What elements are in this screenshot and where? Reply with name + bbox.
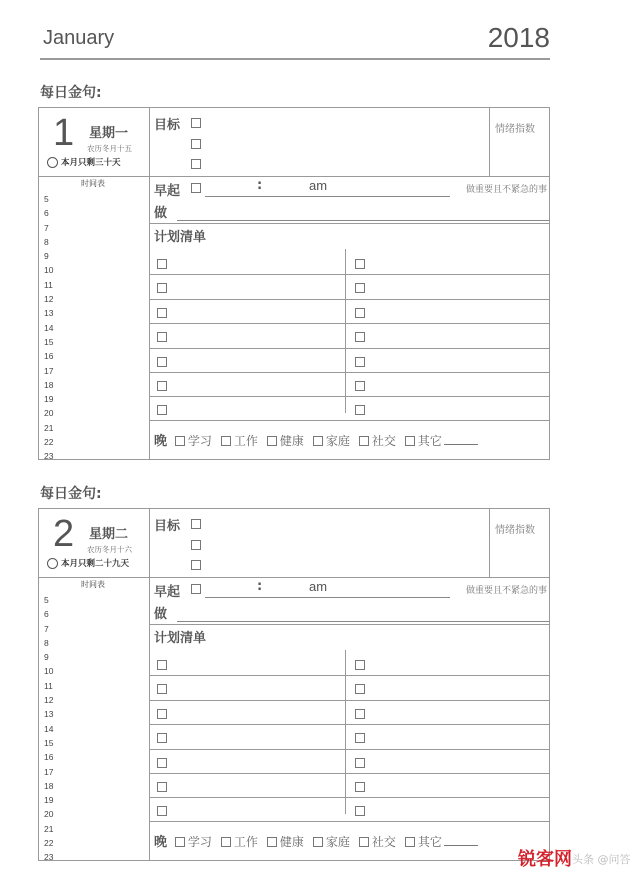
evening-item[interactable] bbox=[359, 434, 396, 448]
hour-label: 14 bbox=[44, 322, 54, 333]
plan-checkbox[interactable] bbox=[355, 332, 365, 342]
evening-item[interactable] bbox=[267, 835, 304, 849]
evening-item[interactable] bbox=[267, 434, 304, 448]
evening-item[interactable] bbox=[221, 434, 258, 448]
evening-items bbox=[175, 835, 487, 849]
schedule-column bbox=[39, 108, 150, 462]
hour-label: 10 bbox=[44, 265, 54, 276]
hour-label: 14 bbox=[44, 723, 54, 734]
plan-checkbox[interactable] bbox=[355, 357, 365, 367]
important-note: 做重要且不紧急的事 bbox=[465, 185, 547, 195]
mood-section bbox=[489, 108, 549, 177]
row-divider bbox=[149, 675, 549, 676]
other-blank-line[interactable] bbox=[444, 845, 478, 846]
hour-label: 20 bbox=[44, 408, 54, 419]
row-divider bbox=[149, 348, 549, 349]
hour-label: 19 bbox=[44, 795, 54, 806]
hour-label: 16 bbox=[44, 351, 54, 362]
wake-label: 早起 bbox=[154, 585, 181, 600]
plan-checkbox[interactable] bbox=[157, 405, 167, 415]
plan-checkbox[interactable] bbox=[157, 758, 167, 768]
hour-label: 10 bbox=[44, 666, 54, 677]
other-blank-line[interactable] bbox=[444, 444, 478, 445]
evening-checkbox[interactable] bbox=[267, 837, 277, 847]
evening-item-label: 工作 bbox=[233, 835, 258, 849]
hour-label: 17 bbox=[44, 766, 54, 777]
hour-label: 5 bbox=[44, 595, 49, 605]
evening-item[interactable] bbox=[405, 835, 478, 849]
evening-checkbox[interactable] bbox=[359, 837, 369, 847]
evening-item[interactable] bbox=[221, 835, 258, 849]
time-colon: : bbox=[257, 579, 263, 594]
divider bbox=[149, 223, 549, 224]
plan-checkbox[interactable] bbox=[157, 806, 167, 816]
date-block bbox=[39, 509, 149, 578]
plan-label: 计划清单 bbox=[154, 631, 207, 646]
clock-icon bbox=[47, 558, 58, 569]
evening-item-label: 家庭 bbox=[325, 835, 350, 849]
plan-checkbox[interactable] bbox=[355, 405, 365, 415]
evening-item-label: 健康 bbox=[279, 434, 304, 448]
evening-item-label: 其它 bbox=[417, 835, 442, 849]
evening-checkbox[interactable] bbox=[175, 436, 185, 446]
plan-checkbox[interactable] bbox=[355, 259, 365, 269]
hour-label: 12 bbox=[44, 695, 54, 706]
weekday-label: 星期二 bbox=[89, 527, 129, 542]
divider bbox=[149, 624, 549, 625]
hour-label: 17 bbox=[44, 365, 54, 376]
plan-checkbox[interactable] bbox=[355, 660, 365, 670]
goal-label: 目标 bbox=[154, 519, 181, 534]
hour-label: 23 bbox=[44, 852, 54, 863]
clock-icon bbox=[47, 157, 58, 168]
evening-item[interactable] bbox=[313, 835, 350, 849]
plan-checkbox[interactable] bbox=[355, 733, 365, 743]
plan-checkbox[interactable] bbox=[355, 381, 365, 391]
hour-label: 15 bbox=[44, 336, 54, 347]
time-colon: : bbox=[257, 178, 263, 193]
goal-label: 目标 bbox=[154, 118, 181, 133]
evening-checkbox[interactable] bbox=[221, 436, 231, 446]
daily-quote-label: 每日金句: bbox=[40, 85, 102, 101]
hour-label: 9 bbox=[44, 652, 49, 663]
hour-label: 9 bbox=[44, 251, 49, 262]
row-divider bbox=[149, 749, 549, 750]
plan-checkbox[interactable] bbox=[355, 782, 365, 792]
evening-item[interactable] bbox=[313, 434, 350, 448]
daily-quote-label: 每日金句: bbox=[40, 486, 102, 502]
plan-checkbox[interactable] bbox=[157, 357, 167, 367]
mood-label: 情绪指数 bbox=[495, 124, 535, 135]
am-label: am bbox=[309, 579, 328, 594]
row-divider bbox=[149, 396, 549, 397]
evening-checkbox[interactable] bbox=[175, 837, 185, 847]
hour-label: 19 bbox=[44, 394, 54, 405]
plan-checkbox[interactable] bbox=[355, 758, 365, 768]
goal-checkbox[interactable] bbox=[191, 159, 201, 169]
plan-checkbox[interactable] bbox=[157, 782, 167, 792]
divider bbox=[149, 577, 549, 578]
evening-item-label: 其它 bbox=[417, 434, 442, 448]
plan-checkbox[interactable] bbox=[355, 308, 365, 318]
hour-label: 15 bbox=[44, 737, 54, 748]
month-label: January bbox=[43, 27, 115, 49]
do-line[interactable] bbox=[177, 621, 549, 622]
plan-checkbox[interactable] bbox=[157, 332, 167, 342]
hour-label: 8 bbox=[44, 236, 49, 247]
hour-label: 23 bbox=[44, 451, 54, 462]
plan-checkbox[interactable] bbox=[157, 308, 167, 318]
hour-label: 22 bbox=[44, 437, 54, 448]
schedule-column bbox=[39, 509, 150, 863]
plan-checkbox[interactable] bbox=[355, 684, 365, 694]
evening-checkbox[interactable] bbox=[221, 837, 231, 847]
evening-label: 晚 bbox=[154, 434, 168, 449]
evening-item-label: 健康 bbox=[279, 835, 304, 849]
days-remaining-text: 本月只剩二十九天 bbox=[61, 559, 130, 569]
schedule-title: 时间表 bbox=[81, 580, 105, 589]
hour-label: 22 bbox=[44, 838, 54, 849]
hour-label: 18 bbox=[44, 379, 54, 390]
plan-checkbox[interactable] bbox=[157, 381, 167, 391]
am-label: am bbox=[309, 178, 328, 193]
evening-checkbox[interactable] bbox=[405, 436, 415, 446]
divider bbox=[149, 176, 549, 177]
evening-item[interactable] bbox=[405, 434, 478, 448]
plan-checkbox[interactable] bbox=[355, 806, 365, 816]
lunar-date: 农历冬月十五 bbox=[87, 144, 132, 153]
goal-checkbox[interactable] bbox=[191, 540, 201, 550]
row-divider bbox=[149, 420, 549, 421]
evening-item-label: 社交 bbox=[371, 434, 396, 448]
hour-label: 21 bbox=[44, 823, 54, 834]
year-label: 2018 bbox=[487, 22, 550, 53]
wake-checkbox[interactable] bbox=[191, 183, 201, 193]
goal-checkbox[interactable] bbox=[191, 139, 201, 149]
do-label: 做 bbox=[154, 206, 168, 221]
day-number: 1 bbox=[53, 112, 75, 154]
evening-row bbox=[154, 831, 487, 850]
goal-section bbox=[149, 509, 489, 578]
do-label: 做 bbox=[154, 607, 168, 622]
row-divider bbox=[149, 274, 549, 275]
hour-label: 11 bbox=[44, 279, 53, 290]
plan-checkbox[interactable] bbox=[355, 709, 365, 719]
plan-checkbox[interactable] bbox=[157, 733, 167, 743]
goal-checkbox[interactable] bbox=[191, 519, 201, 529]
hour-label: 13 bbox=[44, 709, 54, 720]
watermark-sub: 头条 @问答 bbox=[572, 853, 631, 866]
evening-item[interactable] bbox=[175, 835, 212, 849]
plan-checkbox[interactable] bbox=[157, 684, 167, 694]
hour-label: 20 bbox=[44, 809, 54, 820]
hour-label: 6 bbox=[44, 609, 49, 620]
important-note: 做重要且不紧急的事 bbox=[465, 586, 547, 596]
hour-label: 21 bbox=[44, 422, 54, 433]
wake-checkbox[interactable] bbox=[191, 584, 201, 594]
hour-label: 5 bbox=[44, 194, 49, 204]
lunar-date: 农历冬月十六 bbox=[87, 545, 132, 554]
evening-item-label: 学习 bbox=[187, 835, 212, 849]
row-divider bbox=[149, 323, 549, 324]
evening-items bbox=[175, 434, 487, 448]
plan-checkbox[interactable] bbox=[157, 259, 167, 269]
date-block bbox=[39, 108, 149, 177]
day-card bbox=[38, 107, 550, 460]
days-remaining bbox=[47, 156, 121, 168]
evening-item-label: 社交 bbox=[371, 835, 396, 849]
hour-label: 11 bbox=[44, 680, 53, 691]
wake-label: 早起 bbox=[154, 184, 181, 199]
days-remaining bbox=[47, 557, 129, 569]
goal-checkbox[interactable] bbox=[191, 118, 201, 128]
goal-section bbox=[149, 108, 489, 177]
page-header bbox=[40, 22, 550, 60]
evening-checkbox[interactable] bbox=[313, 837, 323, 847]
evening-checkbox[interactable] bbox=[405, 837, 415, 847]
evening-checkbox[interactable] bbox=[267, 436, 277, 446]
hour-list bbox=[44, 593, 53, 865]
evening-item-label: 学习 bbox=[187, 434, 212, 448]
hour-list bbox=[44, 192, 53, 464]
row-divider bbox=[149, 724, 549, 725]
row-divider bbox=[149, 372, 549, 373]
day-card bbox=[38, 508, 550, 861]
mood-label: 情绪指数 bbox=[495, 525, 535, 536]
plan-checkbox[interactable] bbox=[157, 660, 167, 670]
plan-checkbox[interactable] bbox=[157, 283, 167, 293]
row-divider bbox=[149, 700, 549, 701]
wake-time-line[interactable] bbox=[205, 196, 450, 197]
evening-row bbox=[154, 430, 487, 449]
hour-label: 8 bbox=[44, 637, 49, 648]
evening-item-label: 工作 bbox=[233, 434, 258, 448]
evening-checkbox[interactable] bbox=[313, 436, 323, 446]
row-divider bbox=[149, 797, 549, 798]
goal-checkbox[interactable] bbox=[191, 560, 201, 570]
hour-label: 12 bbox=[44, 294, 54, 305]
schedule-title: 时间表 bbox=[81, 179, 105, 188]
hour-label: 7 bbox=[44, 623, 49, 634]
hour-label: 13 bbox=[44, 308, 54, 319]
row-divider bbox=[149, 299, 549, 300]
evening-item[interactable] bbox=[359, 835, 396, 849]
mood-section bbox=[489, 509, 549, 578]
evening-item[interactable] bbox=[175, 434, 212, 448]
watermark-logo: 锐客网 bbox=[518, 849, 572, 870]
hour-label: 7 bbox=[44, 222, 49, 233]
plan-checkbox[interactable] bbox=[355, 283, 365, 293]
evening-item-label: 家庭 bbox=[325, 434, 350, 448]
do-line[interactable] bbox=[177, 220, 549, 221]
plan-label: 计划清单 bbox=[154, 230, 207, 245]
evening-label: 晚 bbox=[154, 835, 168, 850]
row-divider bbox=[149, 773, 549, 774]
hour-label: 18 bbox=[44, 780, 54, 791]
row-divider bbox=[149, 821, 549, 822]
weekday-label: 星期一 bbox=[89, 126, 129, 141]
hour-label: 16 bbox=[44, 752, 54, 763]
evening-checkbox[interactable] bbox=[359, 436, 369, 446]
wake-time-line[interactable] bbox=[205, 597, 450, 598]
days-remaining-text: 本月只剩三十天 bbox=[61, 158, 121, 168]
plan-checkbox[interactable] bbox=[157, 709, 167, 719]
day-number: 2 bbox=[53, 513, 75, 555]
hour-label: 6 bbox=[44, 208, 49, 219]
